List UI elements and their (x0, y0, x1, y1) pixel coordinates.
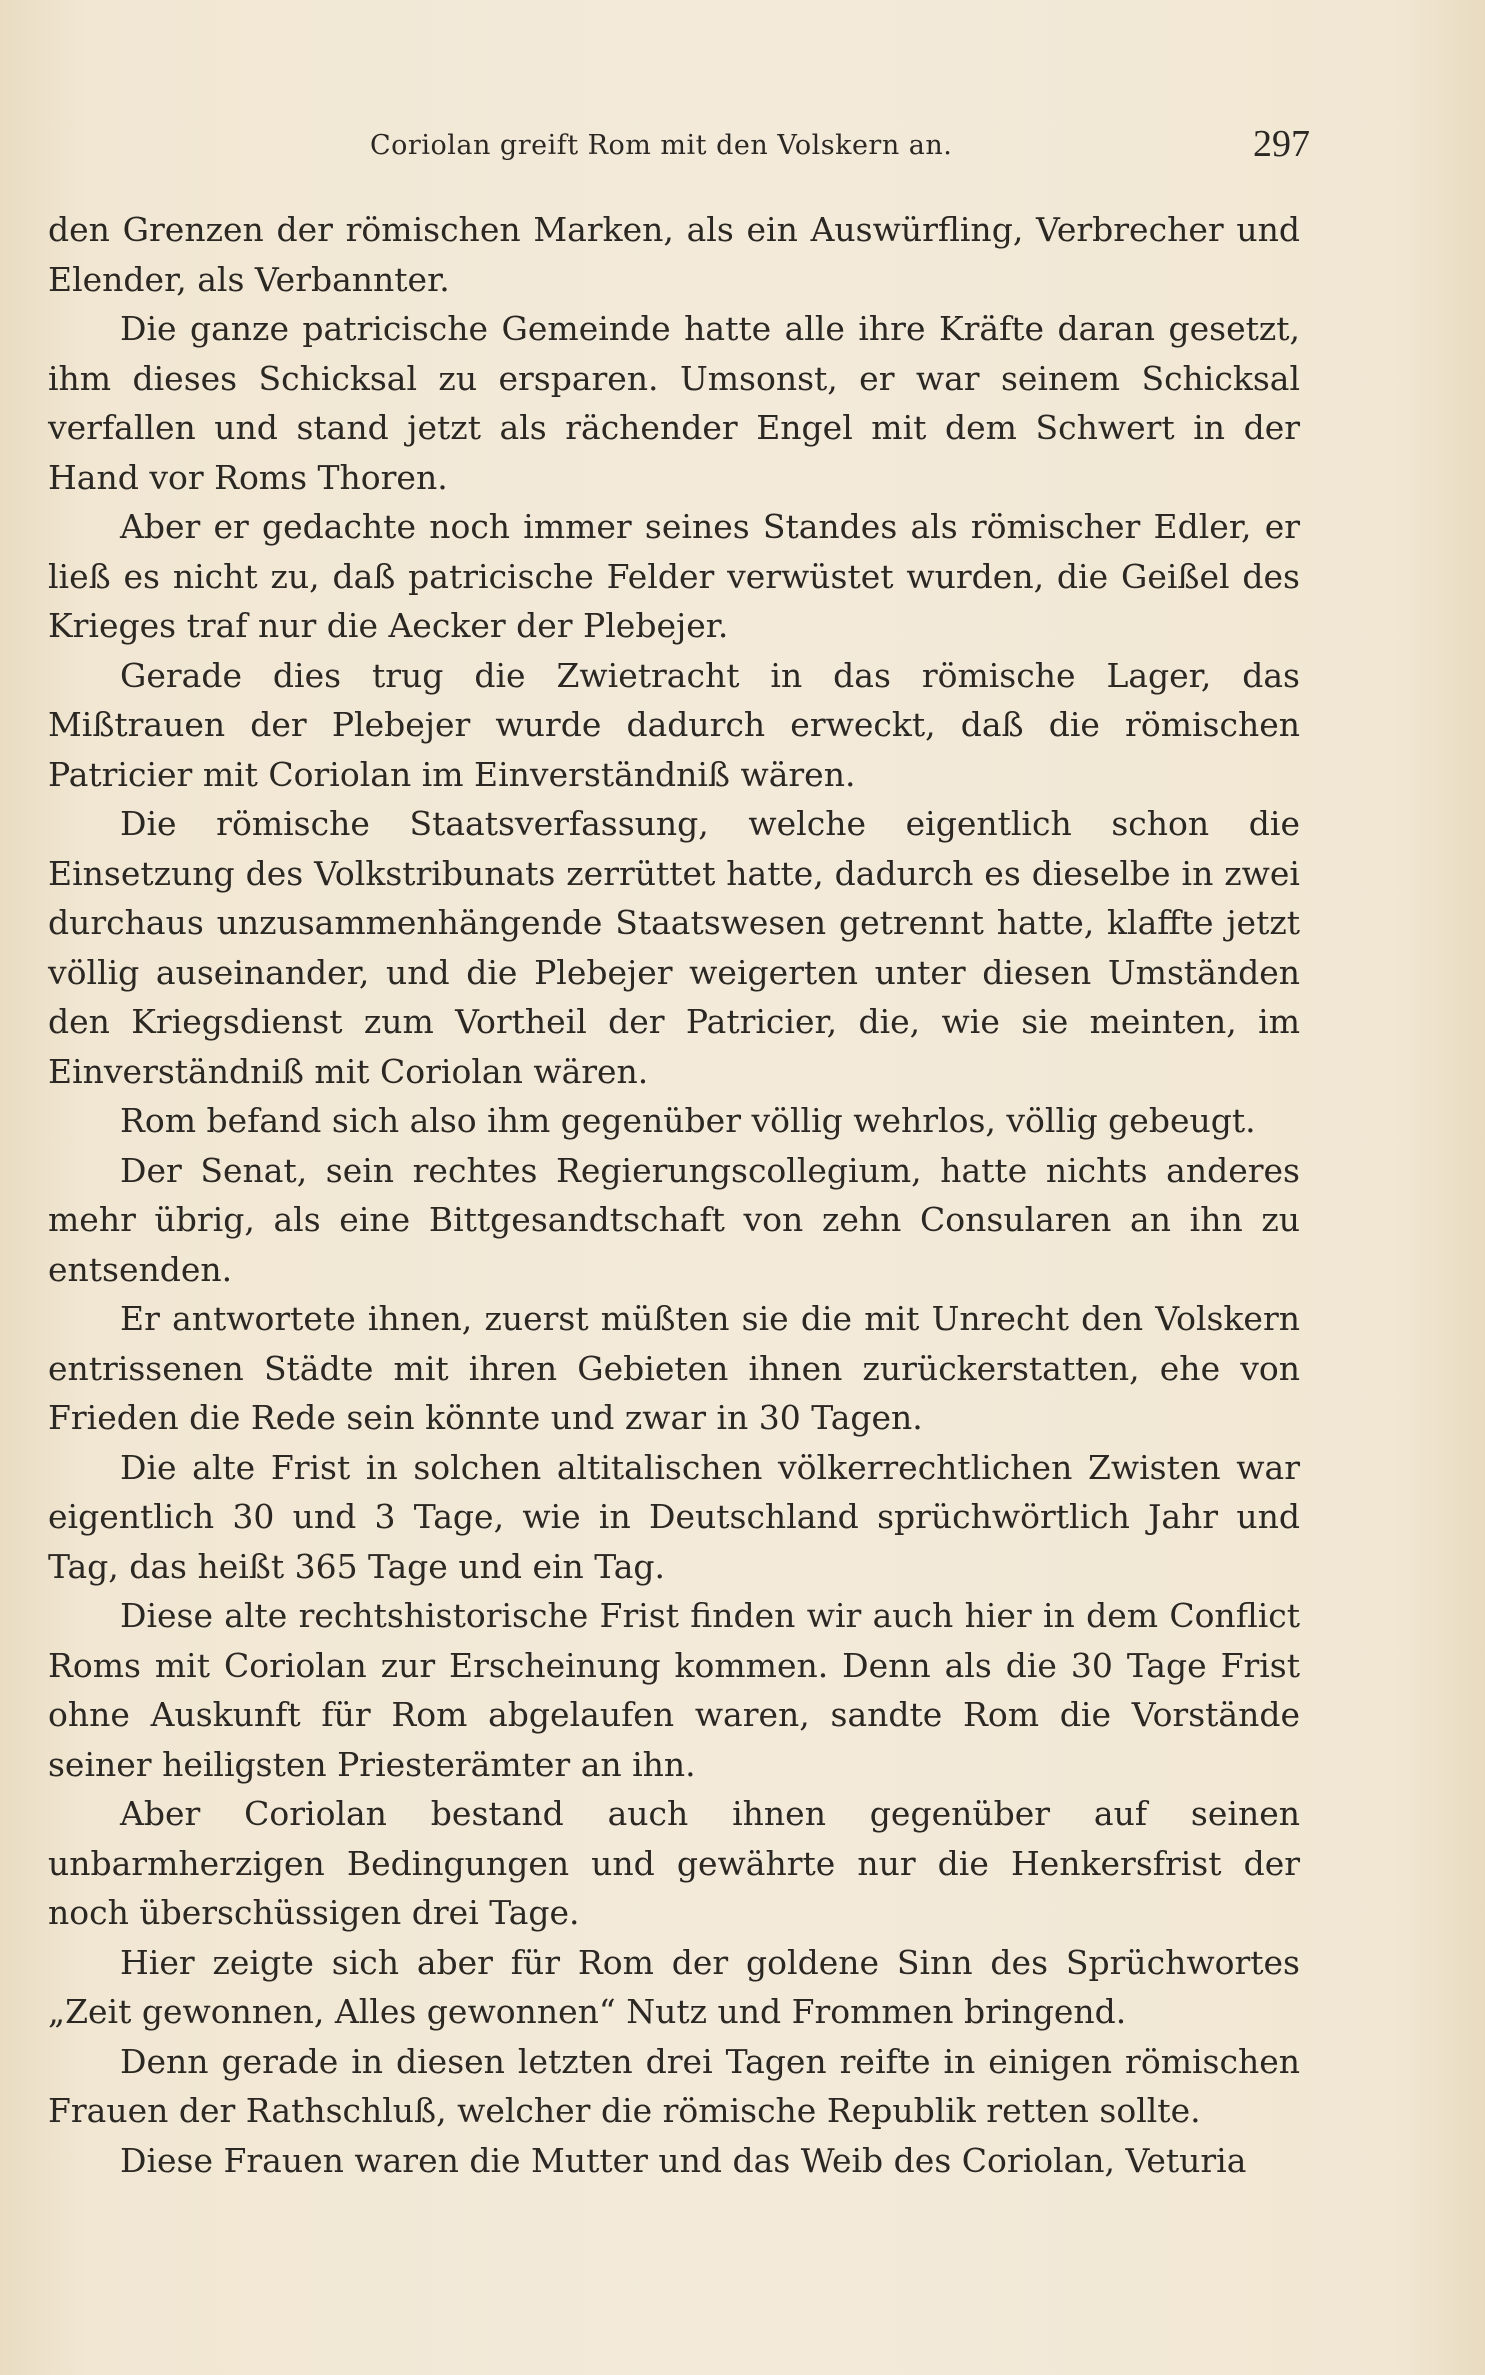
running-head-title: Coriolan greift Rom mit den Volskern an. (370, 130, 953, 161)
paragraph: Diese alte rechtshistorische Frist finden wir auch hier in dem Conflict Roms mit Coriolan zur Erscheinung kommen. Denn als die 30 Tage Frist ohne Auskunft für Rom abgelaufen waren, sandte Rom die Vorstände seiner heiligsten Priesterämter an ihn. (48, 1596, 1300, 1784)
running-head (370, 122, 1310, 172)
paragraph: Hier zeigte sich aber für Rom der goldene Sinn des Sprüchwortes „Zeit gewonnen, Alles gewonnen“ Nutz und Frommen bringend. (48, 1942, 1300, 2031)
body-text (48, 205, 1300, 2185)
paragraph: Die römische Staatsverfassung, welche eigentlich schon die Einsetzung des Volkstribunats zerrüttet hatte, dadurch es dieselbe in zwei durchaus unzusammenhängende Staatswesen getrennt hatte, klaffte jetzt völlig auseinander, und die Plebejer weigerten unter diesen Umständen den Kriegsdienst zum Vortheil der Patricier, die, wie sie meinten, im Einverständniß mit Coriolan wären. (48, 804, 1300, 1091)
paragraph: Gerade dies trug die Zwietracht in das römische Lager, das Mißtrauen der Plebejer wurde dadurch erweckt, daß die römischen Patricier mit Coriolan im Einverständniß wären. (48, 655, 1300, 794)
paragraph: Diese Frauen waren die Mutter und das Weib des Coriolan, Veturia (120, 2140, 1247, 2180)
paragraph: Er antwortete ihnen, zuerst müßten sie die mit Unrecht den Volskern entrissenen Städte mit ihren Gebieten ihnen zurückerstatten, ehe von Frieden die Rede sein könnte und zwar in 30 Tagen. (48, 1299, 1300, 1437)
paragraph: Aber er gedachte noch immer seines Standes als römischer Edler, er ließ es nicht zu, daß patricische Felder verwüstet wurden, die Geißel des Krieges traf nur die Aecker der Plebejer. (48, 507, 1300, 645)
page-number: 297 (1253, 123, 1310, 165)
paragraph: Der Senat, sein rechtes Regierungscollegium, hatte nichts anderes mehr übrig, als eine Bittgesandtschaft von zehn Consularen an ihn zu entsenden. (48, 1150, 1300, 1289)
paragraph: den Grenzen der römischen Marken, als ein Auswürfling, Verbrecher und Elender, als Verbannter. (48, 210, 1300, 299)
paragraph: Die ganze patricische Gemeinde hatte alle ihre Kräfte daran gesetzt, ihm dieses Schicksal zu ersparen. Umsonst, er war seinem Schicksal verfallen und stand jetzt als rächender Engel mit dem Schwert in der Hand vor Roms Thoren. (48, 309, 1300, 497)
paragraph: Aber Coriolan bestand auch ihnen gegenüber auf seinen unbarmherzigen Bedingungen und gewährte nur die Henkersfrist der noch überschüssigen drei Tage. (48, 1794, 1300, 1932)
paragraph: Rom befand sich also ihm gegenüber völlig wehrlos, völlig gebeugt. (120, 1101, 1256, 1140)
paragraph: Denn gerade in diesen letzten drei Tagen reifte in einigen römischen Frauen der Rathschluß, welcher die römische Republik retten sollte. (48, 2041, 1300, 2130)
paragraph: Die alte Frist in solchen altitalischen völkerrechtlichen Zwisten war eigentlich 30 und 3 Tage, wie in Deutschland sprüchwörtlich Jahr und Tag, das heißt 365 Tage und ein Tag. (48, 1447, 1300, 1586)
